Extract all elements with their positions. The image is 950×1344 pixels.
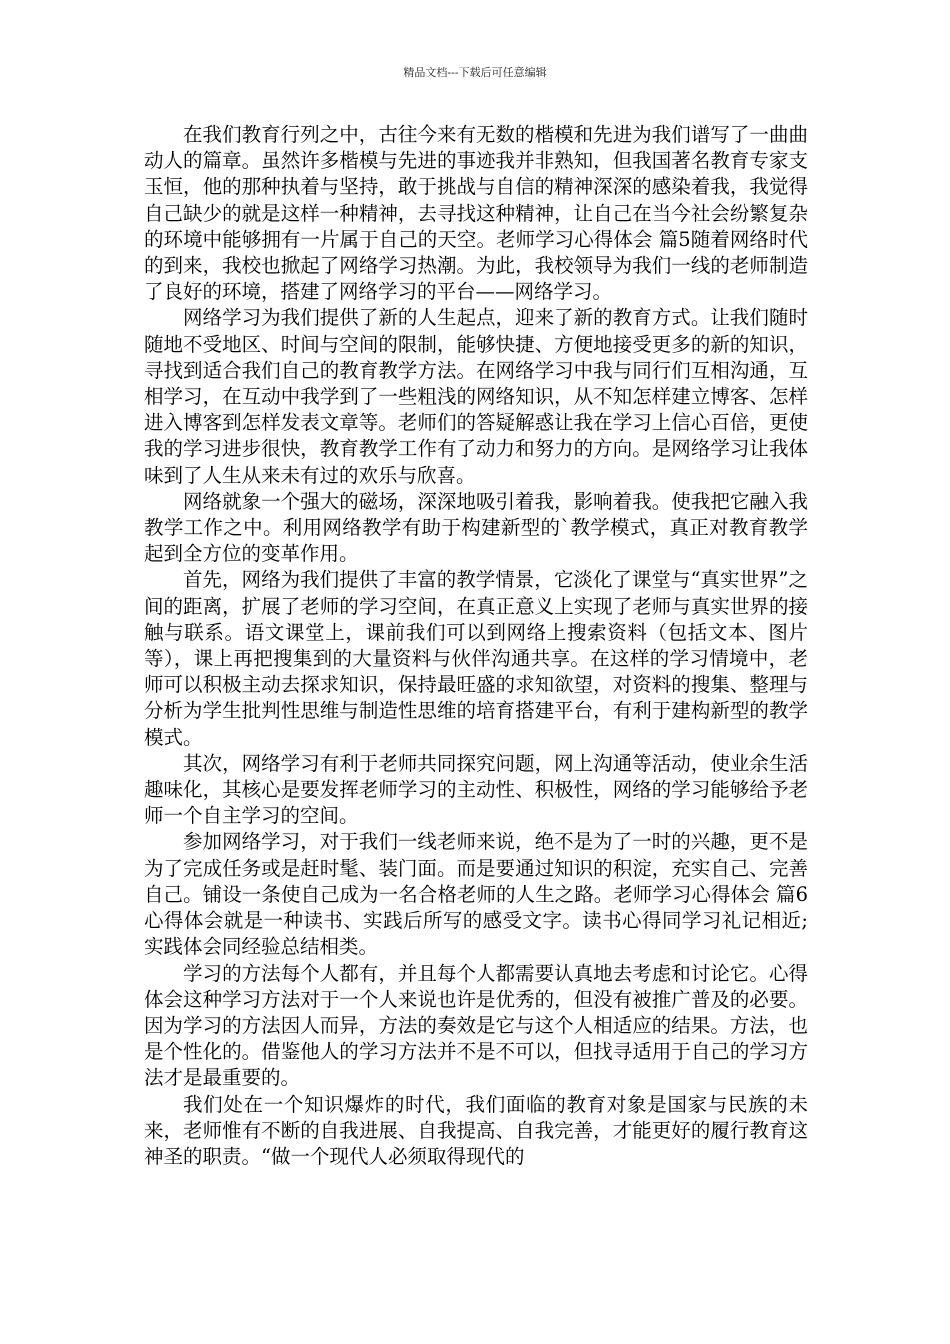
paragraph: 参加网络学习，对于我们一线老师来说，绝不是为了一时的兴趣，更不是为了完成任务或是赶时髦、装门面。而是要通过知识的积淀，充实自己、完善自己。铺设一条使自己成为一名合格老师的人生之路。老师学习心得体会 篇6心得体会就是一种读书、实践后所写的感受文字。读书心得同学习礼记相近;实践体会同经验总结相类。	[144, 830, 808, 959]
paragraph: 我们处在一个知识爆炸的时代，我们面临的教育对象是国家与民族的未来，老师惟有不断的自我进展、自我提高、自我完善，才能更好的履行教育这神圣的职责。“做一个现代人必须取得现代的	[144, 1092, 808, 1168]
paragraph: 其次，网络学习有利于老师共同探究问题，网上沟通等活动，使业余生活趣味化，其核心是要发挥老师学习的主动性、积极性，网络的学习能够给予老师一个自主学习的空间。	[144, 751, 808, 828]
paragraph: 网络就象一个强大的磁场，深深地吸引着我，影响着我。使我把它融入我教学工作之中。利用网络教学有助于构建新型的`教学模式，真正对教育教学起到全方位的变革作用。	[144, 489, 808, 566]
paragraph: 学习的方法每个人都有，并且每个人都需要认真地去考虑和讨论它。心得体会这种学习方法对于一个人来说也许是优秀的，但没有被推广普及的必要。因为学习的方法因人而异，方法的奏效是它与这个人相适应的结果。方法，也是个性化的。借鉴他人的学习方法并不是不可以，但找寻适用于自己的学习方法才是最重要的。	[144, 961, 808, 1090]
paragraph: 首先，网络为我们提供了丰富的教学情景，它淡化了课堂与“真实世界”之间的距离，扩展了老师的学习空间，在真正意义上实现了老师与真实世界的接触与联系。语文课堂上，课前我们可以到网络上搜索资料（包括文本、图片等），课上再把搜集到的大量资料与伙伴沟通共享。在这样的学习情境中，老师可以积极主动去探求知识，保持最旺盛的求知欲望，对资料的搜集、整理与分析为学生批判性思维与制造性思维的培育搭建平台，有利于建构新型的教学模式。	[144, 568, 808, 749]
page-header: 精品文档---下载后可任意编辑	[403, 66, 547, 79]
paragraph: 网络学习为我们提供了新的人生起点，迎来了新的教育方式。让我们随时随地不受地区、时间与空间的限制，能够快捷、方便地接受更多的新的知识，寻找到适合我们自己的教育教学方法。在网络学习中我与同行们互相沟通，互相学习，在互动中我学到了一些粗浅的网络知识，从不知怎样建立博客、怎样进入博客到怎样发表文章等。老师们的答疑解惑让我在学习上信心百倍，更使我的学习进步很快，教育教学工作有了动力和努力的方向。是网络学习让我体味到了人生从来未有过的欢乐与欣喜。	[144, 306, 808, 487]
paragraph: 在我们教育行列之中，古往今来有无数的楷模和先进为我们谱写了一曲曲动人的篇章。虽然许多楷模与先进的事迹我并非熟知，但我国著名教育专家支玉恒，他的那种执着与坚持，敢于挑战与自信的精神深深的感染着我，我觉得自己缺少的就是这样一种精神，去寻找这种精神，让自己在当今社会纷繁复杂的环境中能够拥有一片属于自己的天空。老师学习心得体会 篇5随着网络时代的到来，我校也掀起了网络学习热潮。为此，我校领导为我们一线的老师制造了良好的环境，搭建了网络学习的平台——网络学习。	[144, 123, 808, 304]
document-body	[144, 122, 808, 1170]
